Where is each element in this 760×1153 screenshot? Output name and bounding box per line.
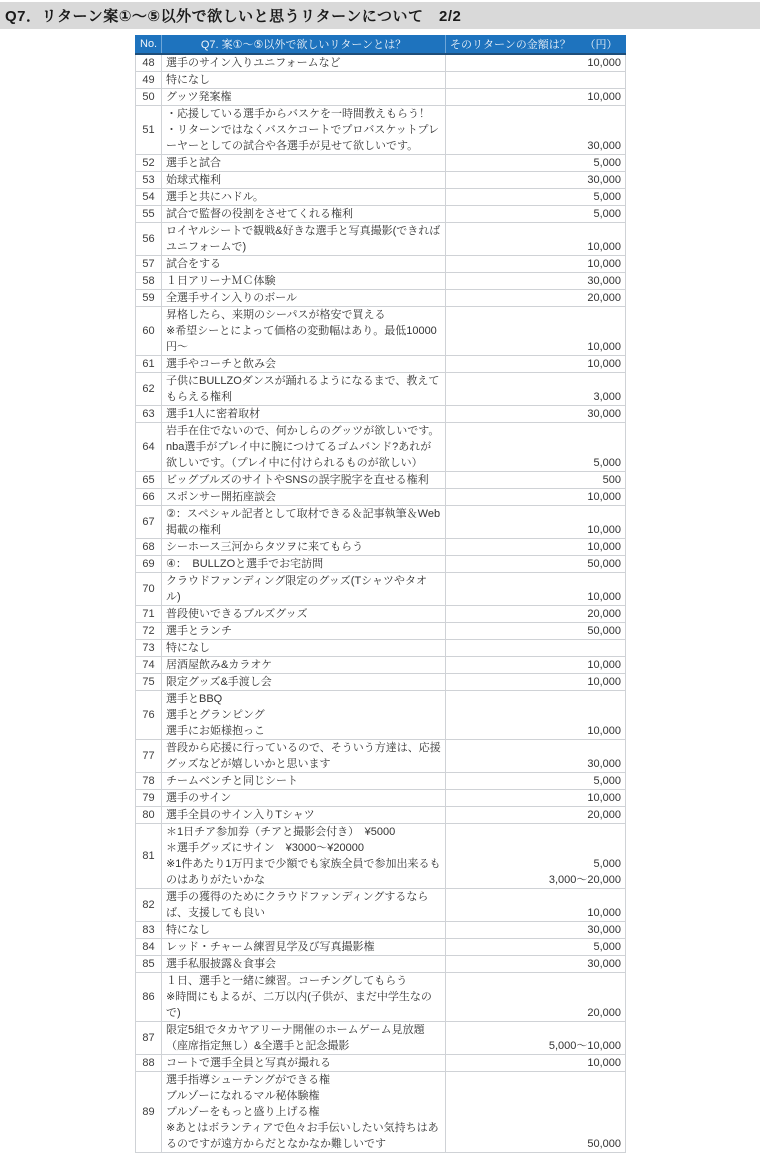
return-request: コートで選手全員と写真が撮れる — [162, 1055, 446, 1072]
return-request: 選手全員のサイン入りTシャツ — [162, 807, 446, 824]
table-body — [136, 54, 626, 1153]
return-request: 選手とBBQ 選手とグランピング 選手にお姫様抱っこ — [162, 691, 446, 740]
row-number: 77 — [136, 740, 162, 773]
row-number: 54 — [136, 189, 162, 206]
return-amount: 10,000 — [446, 1055, 626, 1072]
table-row — [136, 307, 626, 356]
table-row — [136, 290, 626, 307]
return-request: 試合で監督の役割をさせてくれる権利 — [162, 206, 446, 223]
return-amount: 10,000 — [446, 657, 626, 674]
return-amount: 20,000 — [446, 807, 626, 824]
row-number: 86 — [136, 973, 162, 1022]
return-amount: 20,000 — [446, 290, 626, 307]
header-no: No. — [136, 35, 162, 54]
table-row — [136, 790, 626, 807]
row-number: 59 — [136, 290, 162, 307]
row-number: 76 — [136, 691, 162, 740]
return-amount: 5,000 3,000～20,000 — [446, 824, 626, 889]
return-request: １日アリーナＭＣ体験 — [162, 273, 446, 290]
row-number: 67 — [136, 506, 162, 539]
row-number: 72 — [136, 623, 162, 640]
return-amount: 10,000 — [446, 539, 626, 556]
row-number: 83 — [136, 922, 162, 939]
survey-table-container — [135, 35, 625, 1153]
return-amount: 30,000 — [446, 922, 626, 939]
return-request: ・応援している選手からバスケを一時間教えもらう！ ・リターンではなくバスケコートでプロバスケットプレーヤーとしての試合や各選手が見せて欲しいです。 — [162, 106, 446, 155]
row-number: 56 — [136, 223, 162, 256]
return-request: ＊1日チア参加券（チアと撮影会付き） ¥5000 ＊選手グッズにサイン ¥3000～¥20000 ※1件あたり1万円まで少額でも家族全員で参加出来るものはありがたいかな — [162, 824, 446, 889]
table-row — [136, 623, 626, 640]
row-number: 84 — [136, 939, 162, 956]
return-request: 選手やコーチと飲み会 — [162, 356, 446, 373]
return-amount — [446, 72, 626, 89]
return-amount: 10,000 — [446, 674, 626, 691]
header-request: Q7. 案①～⑤以外で欲しいリターンとは？ — [162, 35, 446, 54]
return-request: クラウドファンディング限定のグッズ(Tシャツやタオル) — [162, 573, 446, 606]
table-row — [136, 640, 626, 657]
row-number: 48 — [136, 54, 162, 72]
return-request: 試合をする — [162, 256, 446, 273]
table-row — [136, 973, 626, 1022]
return-request: 選手のサイン入りユニフォームなど — [162, 54, 446, 72]
table-row — [136, 539, 626, 556]
return-request: 選手のサイン — [162, 790, 446, 807]
row-number: 71 — [136, 606, 162, 623]
return-request: チームベンチと同じシート — [162, 773, 446, 790]
table-row — [136, 172, 626, 189]
return-request: 特になし — [162, 72, 446, 89]
return-amount: 30,000 — [446, 273, 626, 290]
return-request: 普段使いできるブルズグッズ — [162, 606, 446, 623]
return-amount: 30,000 — [446, 740, 626, 773]
table-row — [136, 556, 626, 573]
row-number: 57 — [136, 256, 162, 273]
table-row — [136, 922, 626, 939]
survey-table — [135, 35, 626, 1153]
row-number: 58 — [136, 273, 162, 290]
table-row — [136, 939, 626, 956]
return-amount: 10,000 — [446, 307, 626, 356]
table-row — [136, 273, 626, 290]
page-title: Q7．リターン案①～⑤以外で欲しいと思うリターンについて 2/2 — [0, 2, 760, 29]
return-amount: 5,000 — [446, 939, 626, 956]
return-amount: 20,000 — [446, 606, 626, 623]
row-number: 53 — [136, 172, 162, 189]
return-request: 居酒屋飲み&カラオケ — [162, 657, 446, 674]
return-request: 選手とランチ — [162, 623, 446, 640]
return-amount: 10,000 — [446, 506, 626, 539]
table-row — [136, 89, 626, 106]
return-amount: 5,000 — [446, 189, 626, 206]
return-amount: 10,000 — [446, 89, 626, 106]
table-row — [136, 423, 626, 472]
table-row — [136, 1022, 626, 1055]
row-number: 79 — [136, 790, 162, 807]
row-number: 64 — [136, 423, 162, 472]
return-request: 特になし — [162, 922, 446, 939]
row-number: 85 — [136, 956, 162, 973]
return-request: 選手指導シューテングができる権 ブルゾーになれるマル秘体験権 プルゾーをもっと盛り上げる権 ※あとはボランティアで色々お手伝いしたい気持ちはあるのですが遠方からだとなかなか難しいです — [162, 1072, 446, 1153]
row-number: 69 — [136, 556, 162, 573]
table-row — [136, 489, 626, 506]
return-request: 特になし — [162, 640, 446, 657]
return-request: 岩手在住でないので、何かしらのグッツが欲しいです。 nba選手がプレイ中に腕につけてるゴムバンド?あれが欲しいです。（プレイ中に付けられるものが欲しい） — [162, 423, 446, 472]
return-amount: 50,000 — [446, 556, 626, 573]
return-request: 選手の獲得のためにクラウドファンディングするならば、支援しても良い — [162, 889, 446, 922]
row-number: 74 — [136, 657, 162, 674]
return-amount: 5,000 — [446, 423, 626, 472]
row-number: 52 — [136, 155, 162, 172]
return-amount: 10,000 — [446, 889, 626, 922]
table-row — [136, 106, 626, 155]
return-request: レッド・チャーム練習見学及び写真撮影権 — [162, 939, 446, 956]
table-row — [136, 956, 626, 973]
table-row — [136, 206, 626, 223]
table-row — [136, 406, 626, 423]
row-number: 50 — [136, 89, 162, 106]
table-row — [136, 657, 626, 674]
return-request: 選手と試合 — [162, 155, 446, 172]
return-amount: 10,000 — [446, 256, 626, 273]
return-request: 昇格したら、来期のシーパスが格安で買える ※希望シーとによって価格の変動幅はあり。最低10000円～ — [162, 307, 446, 356]
return-request: 限定グッズ&手渡し会 — [162, 674, 446, 691]
table-row — [136, 573, 626, 606]
table-row — [136, 54, 626, 72]
table-row — [136, 223, 626, 256]
table-row — [136, 155, 626, 172]
return-amount: 30,000 — [446, 106, 626, 155]
table-row — [136, 773, 626, 790]
row-number: 63 — [136, 406, 162, 423]
table-row — [136, 256, 626, 273]
table-row — [136, 824, 626, 889]
row-number: 55 — [136, 206, 162, 223]
row-number: 87 — [136, 1022, 162, 1055]
return-request: ロイヤルシートで観戦&好きな選手と写真撮影(できればユニフォームで) — [162, 223, 446, 256]
return-amount: 50,000 — [446, 623, 626, 640]
row-number: 70 — [136, 573, 162, 606]
row-number: 80 — [136, 807, 162, 824]
return-request: 選手1人に密着取材 — [162, 406, 446, 423]
return-request: 限定5組でタカヤアリーナ開催のホームゲーム見放題（座席指定無し）&全選手と記念撮影 — [162, 1022, 446, 1055]
return-request: 普段から応援に行っているので、そういう方達は、応援グッズなどが嬉しいかと思います — [162, 740, 446, 773]
return-request: ②：スペシャル記者として取材できる＆記事執筆＆Web掲載の権利 — [162, 506, 446, 539]
row-number: 66 — [136, 489, 162, 506]
return-request: ④： BULLZOと選手でお宅訪問 — [162, 556, 446, 573]
return-request: シーホース三河からタツヲに来てもらう — [162, 539, 446, 556]
row-number: 82 — [136, 889, 162, 922]
return-amount: 10,000 — [446, 356, 626, 373]
table-row — [136, 740, 626, 773]
return-request: 子供にBULLZOダンスが踊れるようになるまで、教えてもらえる権利 — [162, 373, 446, 406]
return-amount: 50,000 — [446, 1072, 626, 1153]
return-amount: 3,000 — [446, 373, 626, 406]
return-request: 選手私服披露＆食事会 — [162, 956, 446, 973]
return-amount: 5,000 — [446, 773, 626, 790]
return-request: ビッグブルズのサイトやSNSの誤字脱字を直せる権利 — [162, 472, 446, 489]
table-row — [136, 356, 626, 373]
return-request: 全選手サイン入りのボール — [162, 290, 446, 307]
return-amount: 10,000 — [446, 223, 626, 256]
table-row — [136, 1055, 626, 1072]
return-amount: 20,000 — [446, 973, 626, 1022]
return-amount: 10,000 — [446, 489, 626, 506]
return-amount: 10,000 — [446, 54, 626, 72]
row-number: 81 — [136, 824, 162, 889]
table-row — [136, 72, 626, 89]
return-request: 始球式権利 — [162, 172, 446, 189]
return-amount: 10,000 — [446, 790, 626, 807]
return-request: １日、選手と一緒に練習。コーチングしてもらう ※時間にもよるが、二万以内(子供が、まだ中学生なので) — [162, 973, 446, 1022]
table-row — [136, 1072, 626, 1153]
return-amount: 500 — [446, 472, 626, 489]
table-row — [136, 691, 626, 740]
return-amount: 10,000 — [446, 691, 626, 740]
row-number: 60 — [136, 307, 162, 356]
return-amount: 30,000 — [446, 406, 626, 423]
return-amount: 5,000～10,000 — [446, 1022, 626, 1055]
table-row — [136, 889, 626, 922]
row-number: 68 — [136, 539, 162, 556]
table-row — [136, 506, 626, 539]
header-amount — [446, 35, 626, 54]
return-amount: 5,000 — [446, 155, 626, 172]
table-row — [136, 373, 626, 406]
row-number: 75 — [136, 674, 162, 691]
header-amount-unit: （円） — [584, 39, 618, 51]
return-amount — [446, 640, 626, 657]
row-number: 49 — [136, 72, 162, 89]
row-number: 73 — [136, 640, 162, 657]
return-request: スポンサー開拓座談会 — [162, 489, 446, 506]
row-number: 89 — [136, 1072, 162, 1153]
return-amount: 10,000 — [446, 573, 626, 606]
return-amount: 30,000 — [446, 172, 626, 189]
table-row — [136, 674, 626, 691]
row-number: 51 — [136, 106, 162, 155]
row-number: 88 — [136, 1055, 162, 1072]
row-number: 65 — [136, 472, 162, 489]
return-amount: 30,000 — [446, 956, 626, 973]
table-row — [136, 189, 626, 206]
return-request: グッツ発案権 — [162, 89, 446, 106]
row-number: 61 — [136, 356, 162, 373]
return-amount: 5,000 — [446, 206, 626, 223]
table-header-row — [136, 35, 626, 54]
table-row — [136, 807, 626, 824]
table-row — [136, 472, 626, 489]
row-number: 62 — [136, 373, 162, 406]
header-amount-label: そのリターンの金額は？ — [450, 39, 571, 51]
row-number: 78 — [136, 773, 162, 790]
return-request: 選手と共にハドル。 — [162, 189, 446, 206]
table-row — [136, 606, 626, 623]
